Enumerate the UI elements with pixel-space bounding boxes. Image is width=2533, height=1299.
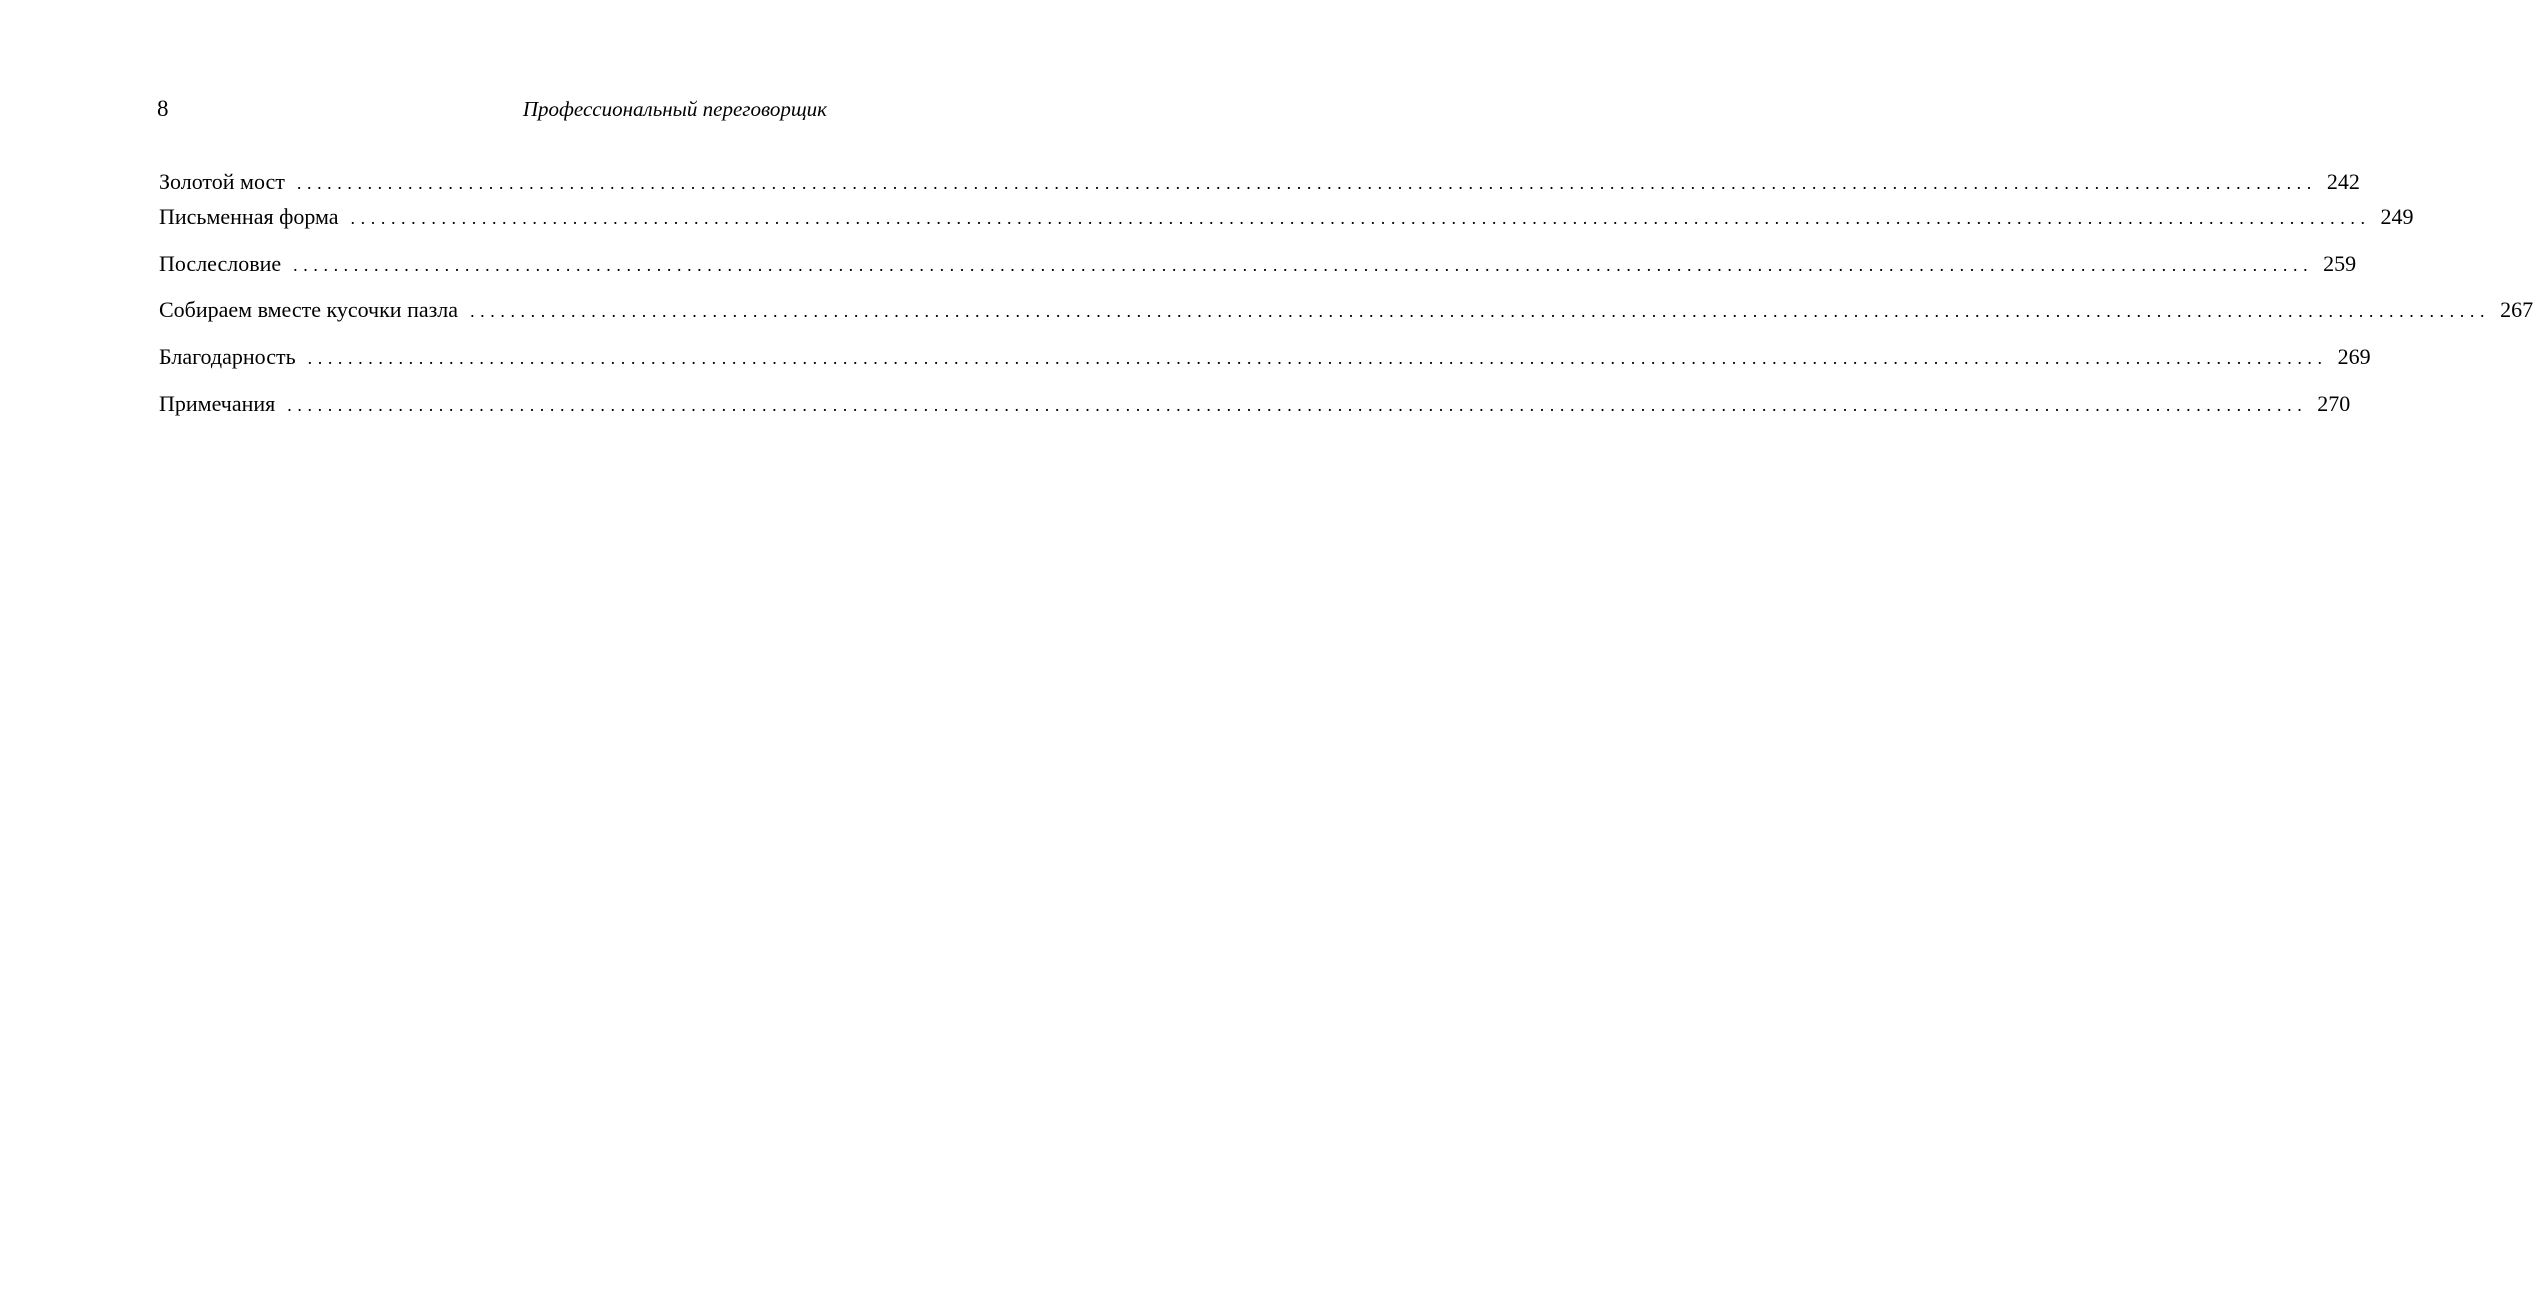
toc-leader-dots: ........................................................................................................................................................................................................ [296, 173, 2317, 193]
page-number: 8 [157, 96, 169, 121]
toc-entry-title: Золотой мост [159, 169, 285, 194]
running-title: Профессиональный переговорщик [522, 97, 827, 121]
toc-entry-title: Письменная форма [159, 204, 339, 229]
toc-entry-title: Примечания [159, 391, 276, 416]
toc-leader-dots: ........................................................................................................................................................................................................ [470, 301, 2491, 321]
toc-entry [159, 341, 2371, 373]
toc-entry-title: Послесловие [159, 251, 282, 276]
toc-entry [159, 166, 2360, 198]
toc-entry-page: 249 [2380, 204, 2414, 229]
toc-entry-title: Благодарность [159, 344, 296, 369]
toc-leader-dots: ........................................................................................................................................................................................................ [293, 255, 2314, 275]
toc-entry-page: 269 [2337, 344, 2371, 369]
toc-entry [159, 294, 2533, 326]
toc-entry-page: 267 [2500, 297, 2533, 322]
toc-leader-dots: ........................................................................................................................................................................................................ [307, 348, 2328, 368]
toc-entry [159, 248, 2357, 280]
toc-entry-page: 259 [2323, 251, 2357, 276]
toc-leader-dots: ........................................................................................................................................................................................................ [350, 208, 2371, 228]
toc-entry-title: Собираем вместе кусочки пазла [159, 297, 459, 322]
toc-entry [159, 388, 2351, 420]
toc-entry-page: 270 [2317, 391, 2351, 416]
toc-entry [159, 201, 2414, 233]
toc-leader-dots: ........................................................................................................................................................................................................ [287, 395, 2308, 415]
toc-entry-page: 242 [2326, 169, 2360, 194]
